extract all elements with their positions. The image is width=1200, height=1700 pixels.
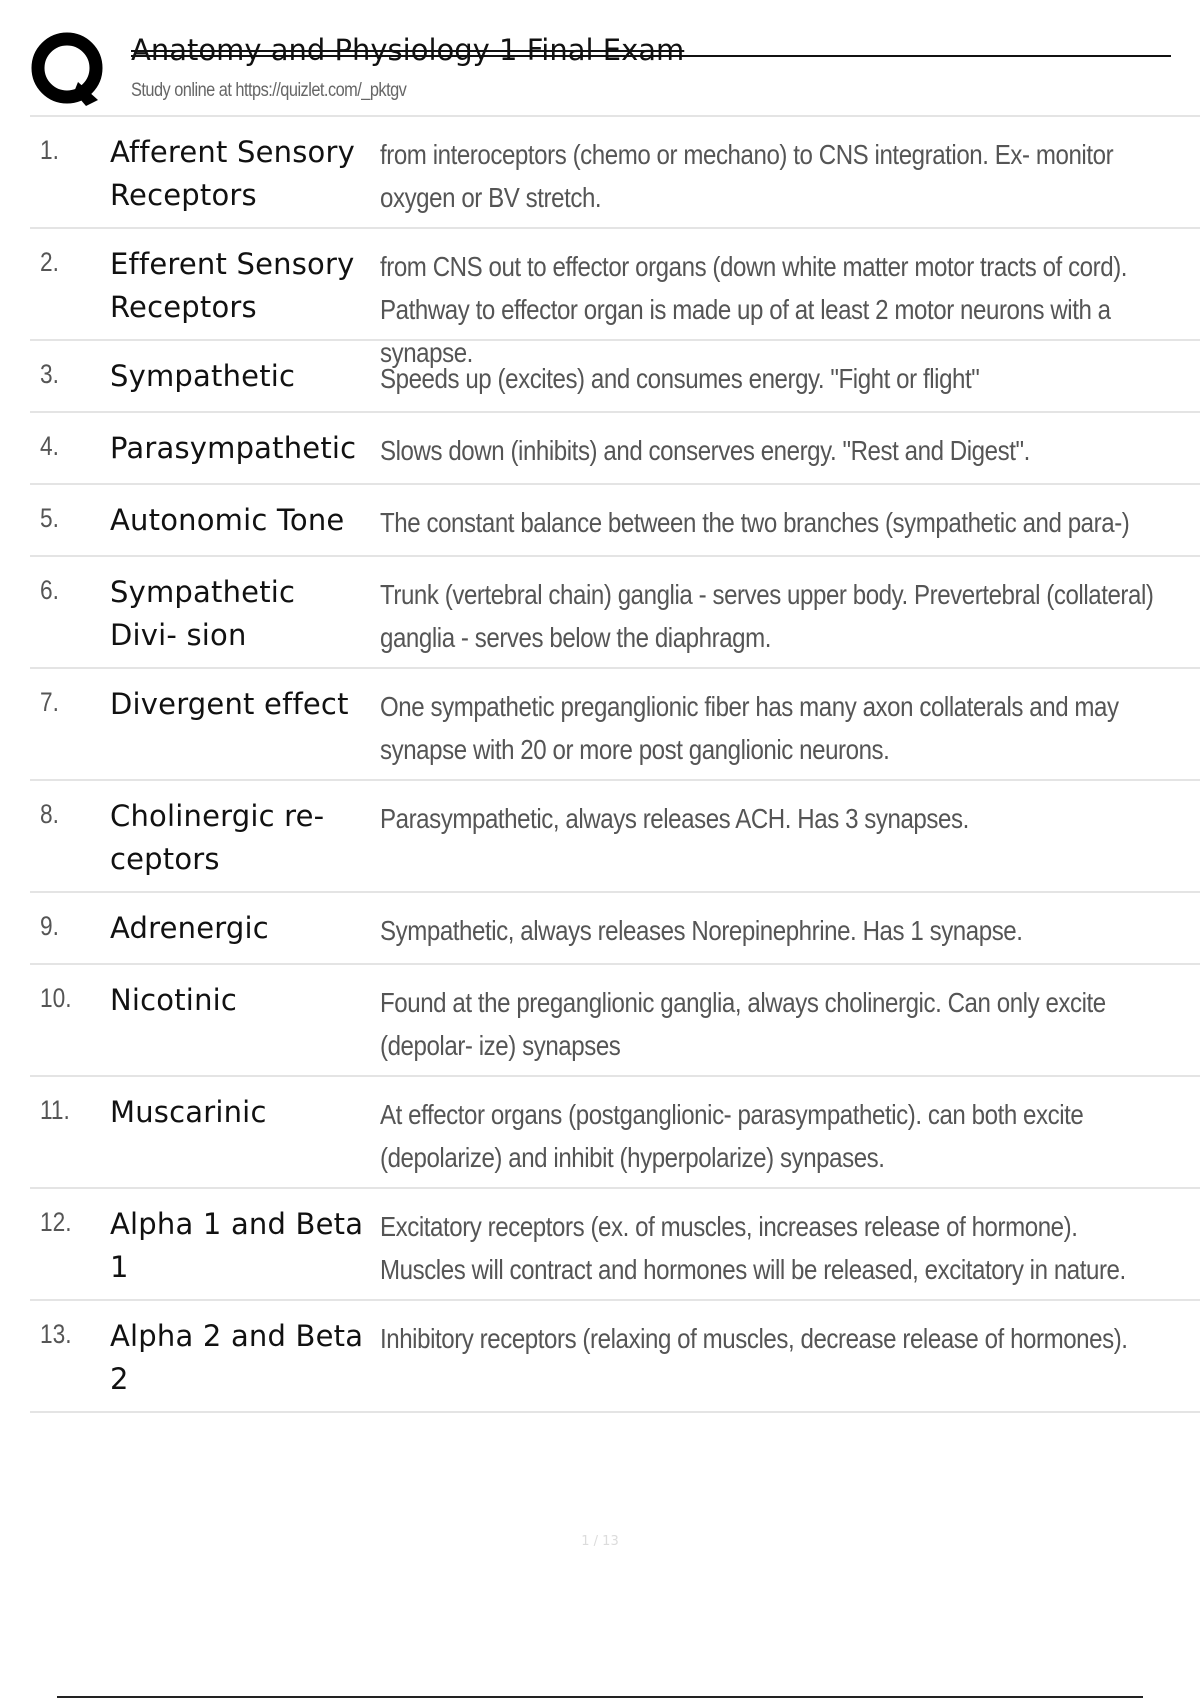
term-number: 4. bbox=[40, 431, 59, 461]
term-number: 1. bbox=[40, 135, 59, 165]
term-word: Adrenergic bbox=[110, 911, 269, 945]
term-definition: Inhibitory receptors (relaxing of muscles, decrease release of hormones). bbox=[380, 1323, 1128, 1354]
term-definition: Slows down (inhibits) and conserves energy. "Rest and Digest". bbox=[380, 435, 1030, 466]
term-word: Sympathetic Divi- sion bbox=[110, 575, 296, 652]
term-number: 10. bbox=[40, 983, 72, 1013]
term-list bbox=[30, 115, 1200, 1413]
term-row bbox=[30, 669, 1200, 781]
term-row bbox=[30, 965, 1200, 1077]
quizlet-q-logo-icon bbox=[30, 30, 110, 110]
page-number: 1 / 13 bbox=[581, 1534, 619, 1549]
term-word: Divergent effect bbox=[110, 687, 349, 721]
term-row bbox=[30, 1189, 1200, 1301]
term-definition: from CNS out to effector organs (down white matter motor tracts of cord). Pathway to effector organ is made up of at least 2 motor neurons with a synapse. bbox=[380, 251, 1128, 368]
term-number: 11. bbox=[40, 1095, 70, 1125]
page-title: Anatomy and Physiology 1 Final Exam bbox=[131, 33, 685, 67]
term-definition: Parasympathetic, always releases ACH. Has 3 synapses. bbox=[380, 803, 969, 834]
term-word: Cholinergic re- ceptors bbox=[110, 799, 325, 876]
term-definition: At effector organs (postganglionic- parasympathetic). can both excite (depolarize) and inhibit (hyperpolarize) synpases. bbox=[380, 1099, 1084, 1173]
term-row bbox=[30, 1077, 1200, 1189]
study-online-link[interactable]: Study online at https://quizlet.com/_pktgv bbox=[131, 80, 407, 101]
page-header bbox=[30, 30, 1140, 115]
term-word: Autonomic Tone bbox=[110, 503, 345, 537]
term-row bbox=[30, 229, 1200, 368]
term-definition: from interoceptors (chemo or mechano) to CNS integration. Ex- monitor oxygen or BV stretch. bbox=[380, 139, 1114, 213]
term-row bbox=[30, 781, 1200, 893]
term-row bbox=[30, 413, 1200, 485]
term-word: Parasympathetic bbox=[110, 431, 357, 465]
term-number: 6. bbox=[40, 575, 59, 605]
term-number: 9. bbox=[40, 911, 59, 941]
term-word: Alpha 2 and Beta 2 bbox=[110, 1319, 364, 1396]
term-number: 8. bbox=[40, 799, 59, 829]
term-row bbox=[30, 117, 1200, 229]
term-row bbox=[30, 485, 1200, 557]
term-definition: Found at the preganglionic ganglia, always cholinergic. Can only excite (depolar- ize) synapses bbox=[380, 987, 1106, 1061]
term-word: Alpha 1 and Beta 1 bbox=[110, 1207, 364, 1284]
term-row bbox=[30, 893, 1200, 965]
term-word: Nicotinic bbox=[110, 983, 238, 1017]
term-number: 3. bbox=[40, 359, 59, 389]
term-definition: The constant balance between the two branches (sympathetic and para-) bbox=[380, 507, 1130, 538]
term-definition: Speeds up (excites) and consumes energy. "Fight or flight" bbox=[380, 363, 980, 394]
term-number: 13. bbox=[40, 1319, 72, 1349]
term-number: 2. bbox=[40, 247, 59, 277]
term-definition: Sympathetic, always releases Norepinephrine. Has 1 synapse. bbox=[380, 915, 1023, 946]
term-definition: One sympathetic preganglionic fiber has many axon collaterals and may synapse with 20 or more post ganglionic neurons. bbox=[380, 691, 1119, 765]
term-number: 5. bbox=[40, 503, 59, 533]
term-number: 12. bbox=[40, 1207, 72, 1237]
term-row bbox=[30, 557, 1200, 669]
term-definition: Trunk (vertebral chain) ganglia - serves upper body. Prevertebral (collateral) ganglia - serves below the diaphragm. bbox=[380, 579, 1154, 653]
term-number: 7. bbox=[40, 687, 59, 717]
term-word: Efferent Sensory Receptors bbox=[110, 247, 355, 324]
term-row bbox=[30, 1301, 1200, 1413]
term-word: Muscarinic bbox=[110, 1095, 267, 1129]
bottom-rule bbox=[57, 1696, 1143, 1698]
term-word: Sympathetic bbox=[110, 359, 296, 393]
term-row bbox=[30, 341, 1200, 413]
term-word: Afferent Sensory Receptors bbox=[110, 135, 355, 212]
term-definition: Excitatory receptors (ex. of muscles, increases release of hormone). Muscles will contract and hormones will be released, excitatory in nature. bbox=[380, 1211, 1126, 1285]
